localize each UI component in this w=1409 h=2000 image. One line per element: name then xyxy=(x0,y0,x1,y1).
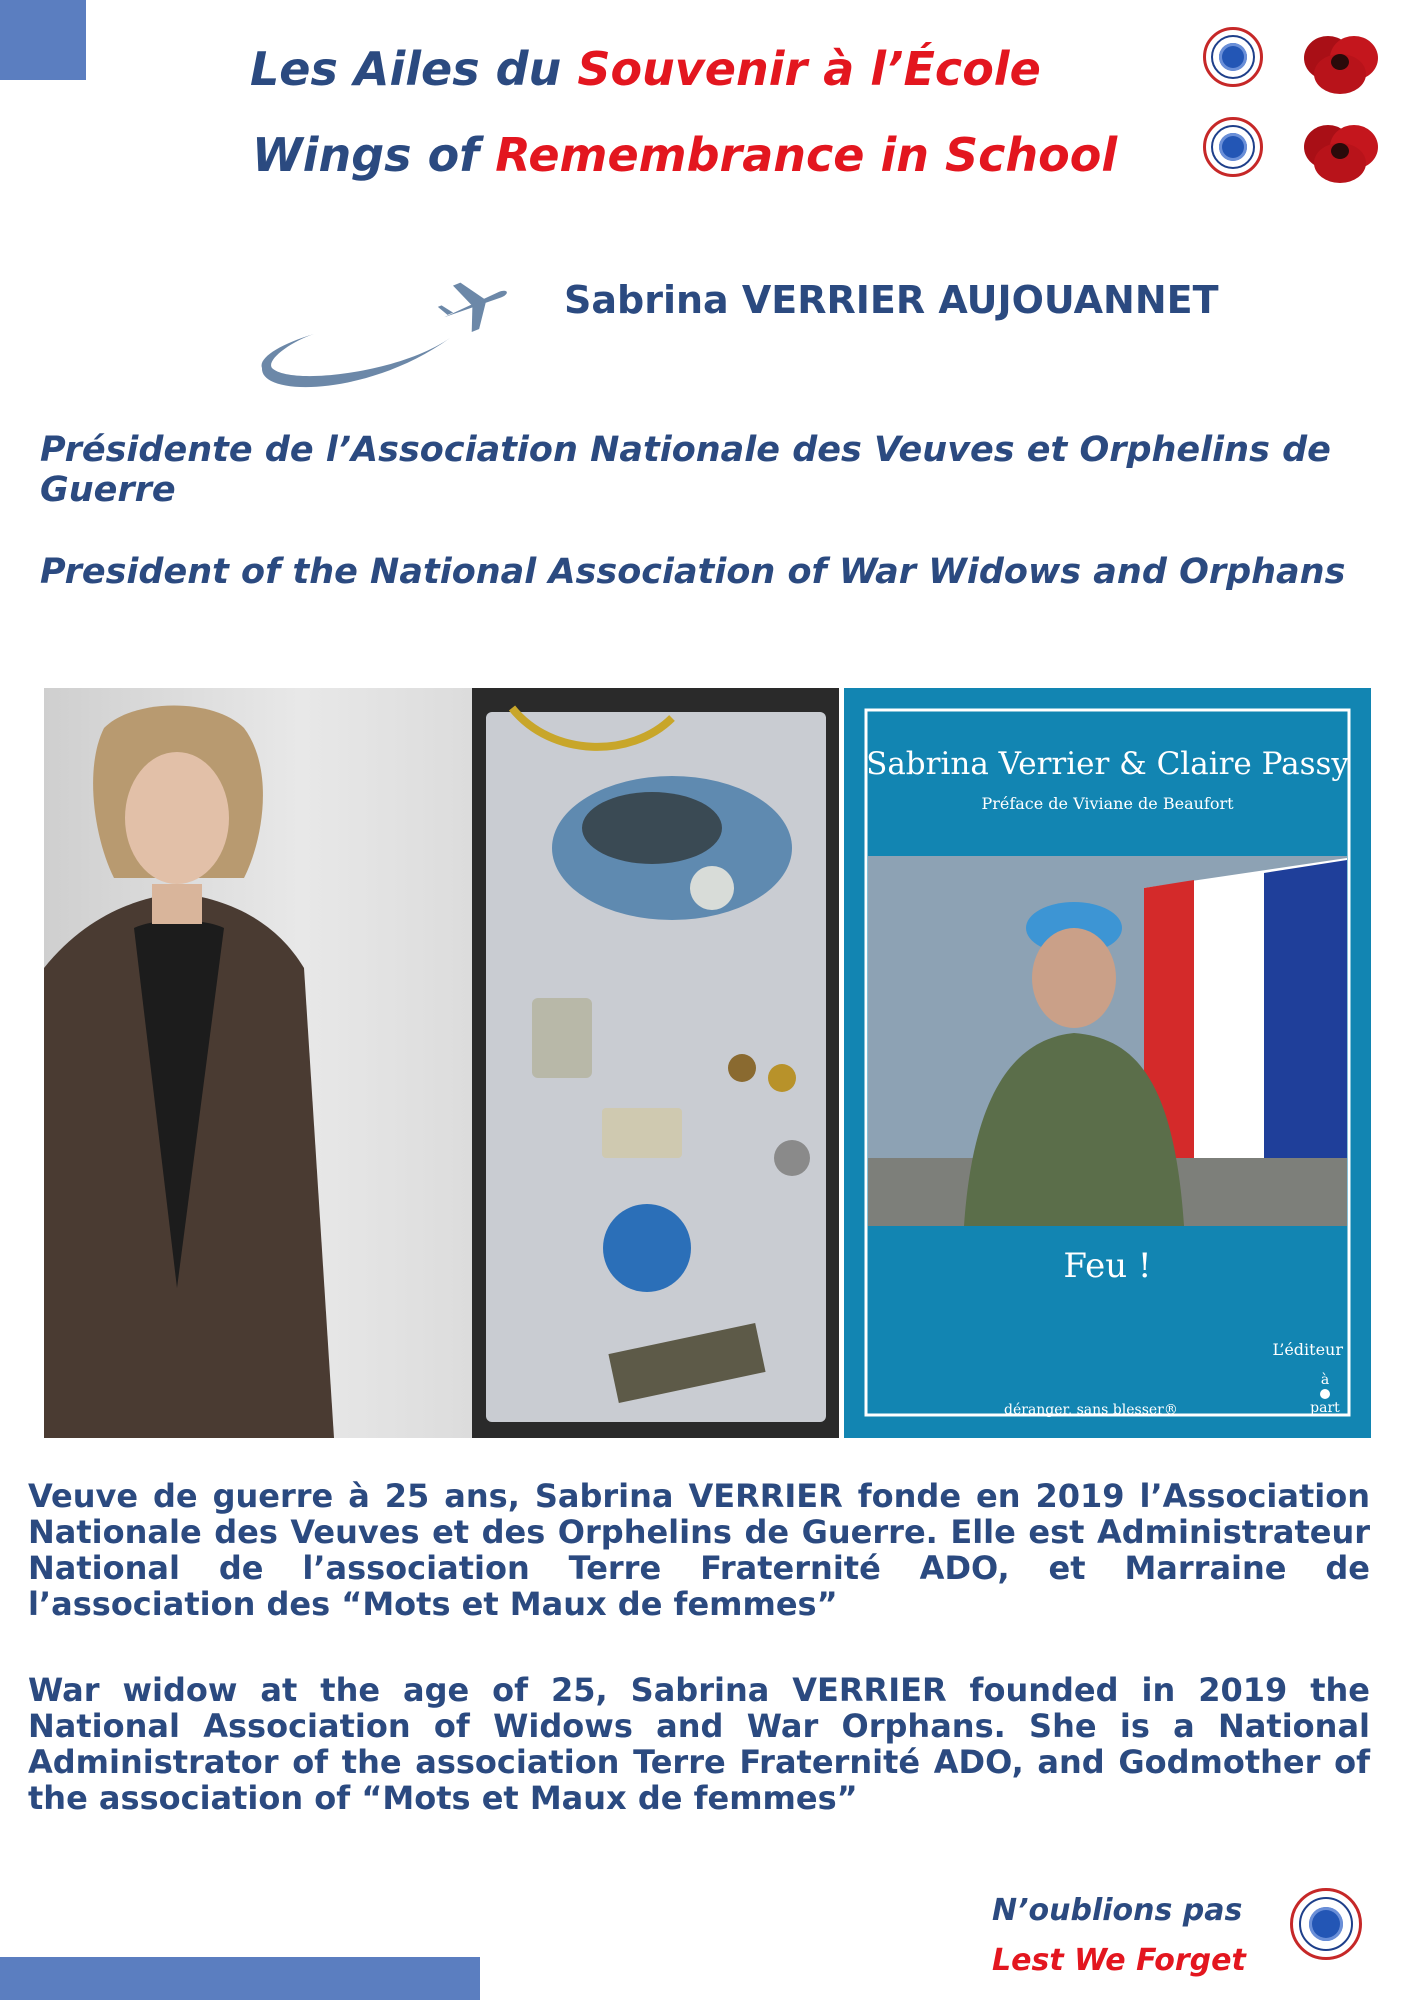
biography-en: War widow at the age of 25, Sabrina VERRIER founded in 2019 the National Association of Widows and War Orphans. She is a National Administrator of the association Terre Fraternité ADO, and Godmother of the association of “Mots et Maux de femmes” xyxy=(28,1671,1370,1817)
corner-bar-bottom xyxy=(0,1957,480,2000)
book-editor: L’éditeur xyxy=(1272,1340,1343,1359)
header-title-fr: Les Ailes du Souvenir à l’École xyxy=(250,42,1041,96)
bleuet-badge-icon xyxy=(1203,117,1263,177)
person-name: Sabrina VERRIER AUJOUANNET xyxy=(564,278,1219,322)
footer-motto-fr: N’oublions pas xyxy=(992,1893,1243,1928)
poppy-icon xyxy=(1300,28,1382,98)
book-authors: Sabrina Verrier & Claire Passy xyxy=(866,746,1349,782)
book-preface: Préface de Viviane de Beaufort xyxy=(981,794,1234,813)
portrait-illustration xyxy=(44,688,472,1438)
bleuet-badge-icon xyxy=(1290,1888,1362,1960)
corner-bar-top xyxy=(0,0,86,80)
role-title-fr: Présidente de l’Association Nationale des Veuves et Orphelins de Guerre xyxy=(40,430,1331,510)
poppy-icon xyxy=(1300,117,1382,187)
publisher-logo: à part xyxy=(1310,1372,1340,1416)
beret-medals-illustration xyxy=(472,688,839,1438)
header-title-en: Wings of Remembrance in School xyxy=(252,128,1118,182)
book-cover xyxy=(844,688,1371,1438)
bleuet-badge-icon xyxy=(1203,27,1263,87)
footer-motto-en: Lest We Forget xyxy=(992,1943,1246,1978)
portrait-photo xyxy=(44,688,472,1438)
photo-row xyxy=(44,688,1371,1438)
memorabilia-photo xyxy=(472,688,839,1438)
airplane-swoosh-icon xyxy=(250,268,540,398)
book-title: Feu ! xyxy=(1063,1246,1152,1286)
biography-fr: Veuve de guerre à 25 ans, Sabrina VERRIER fonde en 2019 l’Association Nationale des Veuves et des Orphelins de Guerre. Elle est Administrateur National de l’association Terre Fraternité ADO, et Marraine de l’association des “Mots et Maux de femmes” xyxy=(28,1477,1370,1623)
role-title-en: President of the National Association of War Widows and Orphans xyxy=(40,552,1346,592)
book-tagline: déranger, sans blesser® xyxy=(1004,1402,1178,1418)
